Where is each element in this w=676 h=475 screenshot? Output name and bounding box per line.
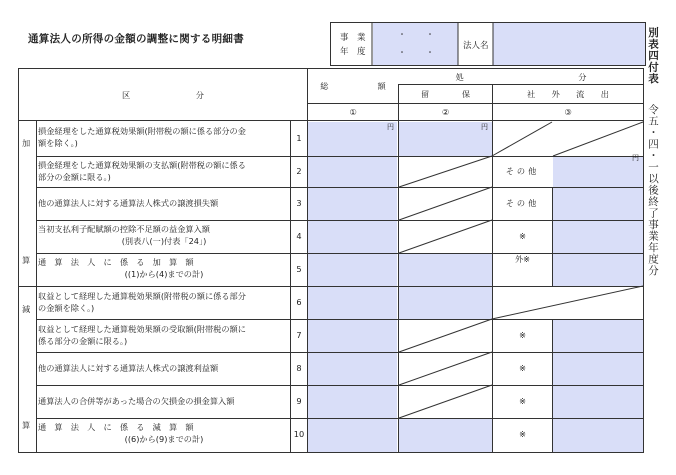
r4-total[interactable] [308,220,397,253]
row-5-mark: 外※ [514,254,531,264]
r5-outflow[interactable] [553,253,643,286]
r5-total[interactable] [308,253,397,286]
row-7-no: 7 [296,330,302,340]
r1-retained[interactable] [399,122,492,156]
r7-outflow[interactable] [553,319,643,352]
group-sub-top: 減 [22,304,31,314]
row-2-desc [38,159,290,183]
r6-retained[interactable] [399,286,492,319]
side-label: 別表四付表 [647,27,659,85]
r6-total[interactable] [308,286,397,319]
r2-total[interactable] [308,156,397,187]
r7-total[interactable] [308,319,397,352]
row-2-line-2: 部分の金額に限る。) [38,172,111,182]
col-disposal-header: 処 分 [455,72,587,82]
unit-yen-total: 円 [387,123,394,131]
row-6-line-2: の金額を除く。) [38,303,95,313]
row-10-line-2: ((6)から(9)までの計) [124,434,204,444]
row-8-mark: ※ [519,363,526,373]
row-4-line-1: 当初支払利子配賦額の控除不足額の益金算入額 [38,224,210,234]
row-1-no: 1 [296,133,302,143]
r2-outflow[interactable] [553,156,643,187]
period-label-2: 年 度 [340,47,366,57]
period-label-1: 事 業 [340,33,366,43]
corp-name-label: 法人名 [463,41,489,51]
row-4-no: 4 [296,231,302,241]
row-9-line-1: 通算法人の合併等があった場合の欠損金の損金算入額 [38,396,235,406]
row-5-no: 5 [296,264,302,274]
r3-total[interactable] [308,187,397,220]
row-4-mark: ※ [519,231,526,241]
row-2-line-1: 損金経理をした通算税効果額の支払額(附帯税の額に係る [38,160,246,170]
col-number-1: ① [349,107,357,117]
row-9-mark: ※ [519,396,526,406]
r5-retained[interactable] [399,253,492,286]
r4-outflow[interactable] [553,220,643,253]
r8-outflow[interactable] [553,352,643,385]
unit-yen-outflow: 円 [632,154,639,162]
row-5-desc [38,256,290,280]
row-3-line-1: 他の通算法人に対する通算法人株式の譲渡損失額 [38,198,219,208]
col-outflow-header: 社 外 流 出 [527,89,609,99]
row-7-mark: ※ [519,330,526,340]
row-1-line-2: 額を除く。) [38,138,78,148]
group-add-bottom: 算 [22,255,31,265]
row-6-no: 6 [296,297,302,307]
row-4-line-2: (別表八(一)付表「24」) [121,236,207,246]
form-title: 通算法人の所得の金額の調整に関する明細書 [28,33,244,45]
col-number-2: ② [441,107,450,117]
row-5-line-1: 通 算 法 人 に 係 る 加 算 額 [38,257,194,267]
row-3-desc [38,197,290,209]
r10-total[interactable] [308,418,397,452]
col-number-3: ③ [564,107,572,117]
row-8-desc [38,362,290,374]
r9-outflow[interactable] [553,385,643,418]
col-total-header: 総 額 [320,81,386,91]
group-sub-bottom: 算 [22,420,31,430]
row-4-desc [38,223,290,247]
row-7-line-1: 収益として経理した通算税効果額の受取額(附帯税の額に [38,324,246,334]
side-date: 令五・四・一以後終了事業年度分 [647,104,659,277]
r10-retained[interactable] [399,418,492,452]
row-8-no: 8 [296,363,302,373]
col-category-header: 区 分 [122,90,204,100]
row-8-line-1: 他の通算法人に対する通算法人株式の譲渡利益額 [38,363,219,373]
row-3-mark: その他 [505,198,540,208]
row-7-line-2: 係る部分の金額に限る。) [38,336,128,346]
unit-yen-retained: 円 [481,123,488,131]
row-2-no: 2 [296,166,302,176]
row-9-desc [38,395,290,407]
r1-total[interactable] [308,122,397,156]
row-7-desc [38,323,290,347]
row-2-mark: その他 [505,166,540,176]
row-10-line-1: 通 算 法 人 に 係 る 減 算 額 [38,422,194,432]
r3-outflow[interactable] [553,187,643,220]
r10-outflow[interactable] [553,418,643,452]
row-10-desc [38,421,290,445]
row-5-line-2: ((1)から(4)までの計) [124,269,204,279]
row-10-mark: ※ [519,429,526,439]
row-10-no: 10 [293,429,305,439]
row-6-line-1: 収益として経理した通算税効果額(附帯税の額に係る部分 [38,291,246,301]
row-1-line-1: 損金経理をした通算税効果額(附帯税の額に係る部分の金 [38,126,246,136]
group-add-top: 加 [22,138,31,148]
r9-total[interactable] [308,385,397,418]
row-3-no: 3 [296,198,302,208]
row-9-no: 9 [296,396,302,406]
r8-total[interactable] [308,352,397,385]
row-1-desc [38,125,290,149]
col-retained-header: 留 保 [420,89,471,99]
row-6-desc [38,290,290,314]
